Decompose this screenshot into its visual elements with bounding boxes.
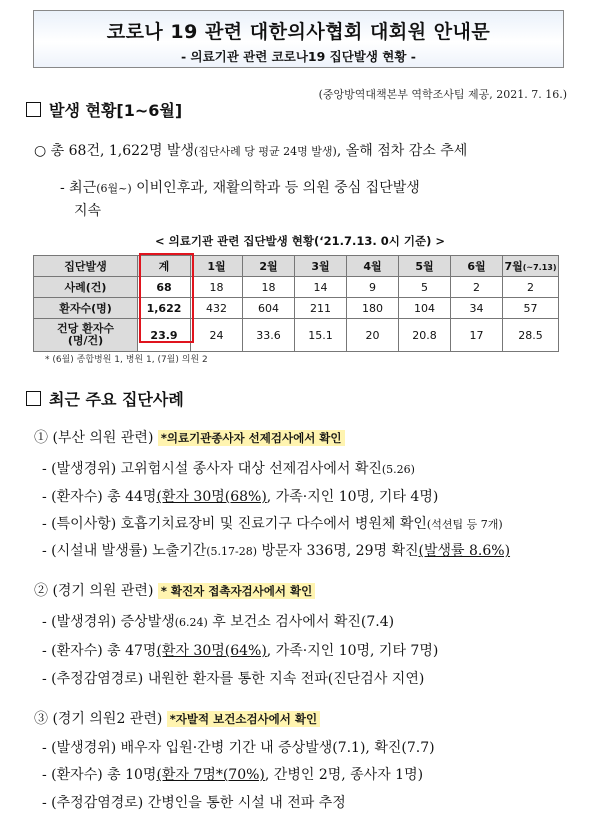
case-1-title: ① (부산 의원 관련) *의료기관종사자 선제검사에서 확인 <box>34 427 345 447</box>
table-row-patients: 환자수(명) 1,622 432 604 211 180 104 34 57 <box>34 298 559 319</box>
section-heading-cases: 최근 주요 집단사례 <box>26 387 184 410</box>
case-3-title: ③ (경기 의원2 관련) *자발적 보건소검사에서 확인 <box>34 708 320 728</box>
table-row-patients-per-case: 건당 환자수 (명/건) 23.9 24 33.6 15.1 20 20.8 17 28.5 <box>34 319 559 352</box>
case-1-line-4: - (시설내 발생률) 노출기간(5.17-28) 방문자 336명, 29명 확진(발생률 8.6%) <box>42 543 511 559</box>
case-1-line-3: - (특이사항) 호흡기치료장비 및 진료기구 다수에서 병원체 확인(석션팁 등 7개) <box>42 516 503 532</box>
summary-bullet: ○ 총 68건, 1,622명 발생(집단사례 당 평균 24명 발생), 올해 점차 감소 추세 <box>34 143 468 159</box>
document-title: 코로나 19 관련 대한의사협회 대회원 안내문 <box>106 21 491 43</box>
case-2-tag: * 확진자 접촉자검사에서 확인 <box>158 583 315 599</box>
source-note: (중앙방역대책본부 역학조사팀 제공, 2021. 7. 16.) <box>318 88 567 101</box>
case-3-line-1: - (발생경위) 배우자 입원·간병 기간 내 증상발생(7.1), 확진(7.7) <box>42 740 435 756</box>
case-3-line-3: - (추정감염경로) 간병인을 통한 시설 내 전파 추정 <box>42 795 346 811</box>
case-1-tag: *의료기관종사자 선제검사에서 확인 <box>158 430 345 446</box>
cluster-status-table <box>33 255 559 352</box>
trend-bullet: - 최근(6월~) 이비인후과, 재활의학과 등 의원 중심 집단발생 <box>60 180 420 196</box>
table-footnote: * (6월) 종합병원 1, 병원 1, (7월) 의원 2 <box>45 355 208 365</box>
case-2-title: ② (경기 의원 관련) * 확진자 접촉자검사에서 확인 <box>34 580 315 600</box>
trend-bullet-continued: 지속 <box>74 203 102 219</box>
checkbox-square-icon <box>26 391 41 406</box>
case-1-line-2: - (환자수) 총 44명(환자 30명(68%), 가족·지인 10명, 기타 4명) <box>42 489 439 505</box>
case-3-tag: *자발적 보건소검사에서 확인 <box>167 711 320 727</box>
case-1-line-1: - (발생경위) 고위험시설 종사자 대상 선제검사에서 확진(5.26) <box>42 461 415 477</box>
case-2-line-3: - (추정감염경로) 내원한 환자를 통한 지속 전파(진단검사 지연) <box>42 671 425 687</box>
table-caption: < 의료기관 관련 집단발생 현황(‘21.7.13. 0시 기준) > <box>155 234 445 248</box>
total-column-highlight <box>139 253 194 343</box>
title-box <box>33 10 564 68</box>
table-header-row: 집단발생 계 1월 2월 3월 4월 5월 6월 7월(~7.13) <box>34 256 559 277</box>
case-3-line-2: - (환자수) 총 10명(환자 7명*(70%), 간병인 2명, 종사자 1명) <box>42 767 424 783</box>
section-heading-status: 발생 현황[1~6월] <box>26 98 182 121</box>
checkbox-square-icon <box>26 102 41 117</box>
case-2-line-2: - (환자수) 총 47명(환자 30명(64%), 가족·지인 10명, 기타 7명) <box>42 643 439 659</box>
table-row-cases: 사례(건) 68 18 18 14 9 5 2 2 <box>34 277 559 298</box>
document-subtitle: - 의료기관 관련 코로나19 집단발생 현황 - <box>180 49 416 64</box>
case-2-line-1: - (발생경위) 증상발생(6.24) 후 보건소 검사에서 확진(7.4) <box>42 614 395 630</box>
